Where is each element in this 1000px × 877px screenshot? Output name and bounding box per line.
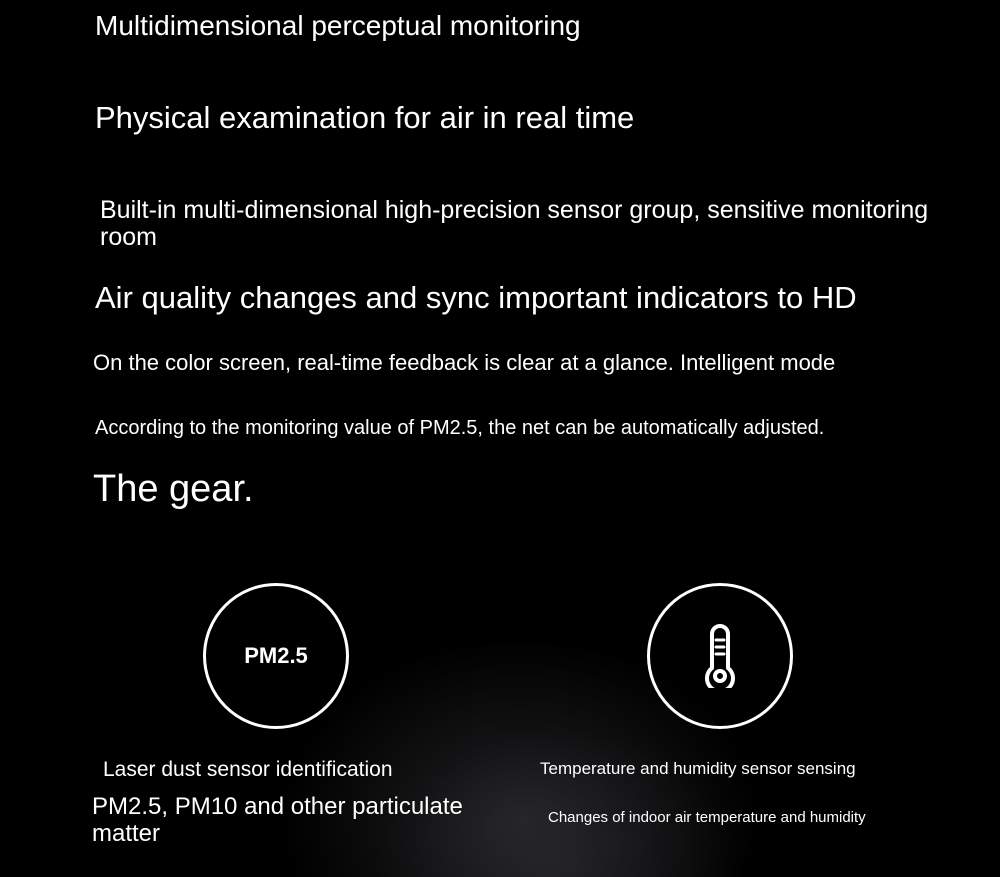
pm-adjust-text: According to the monitoring value of PM2.5, the net can be automatically adjusted. [95, 417, 825, 439]
temp-humidity-title: Temperature and humidity sensor sensing [540, 759, 856, 778]
sensor-group-text: Built-in multi-dimensional high-precision sensor group, sensitive monitoring room [100, 196, 929, 251]
subtitle: Physical examination for air in real time [95, 100, 635, 135]
thermometer-icon [698, 624, 742, 688]
temp-humidity-description: Changes of indoor air temperature and humidity [548, 809, 866, 826]
pm25-label: PM2.5 [244, 643, 308, 668]
pm25-icon [203, 583, 349, 729]
gear-heading: The gear. [93, 468, 254, 510]
thermometer-circle [647, 583, 793, 729]
page-title: Multidimensional perceptual monitoring [95, 10, 581, 41]
sync-heading: Air quality changes and sync important indicators to HD [95, 280, 857, 315]
color-screen-text: On the color screen, real-time feedback is clear at a glance. Intelligent mode [93, 350, 836, 375]
laser-sensor-description: PM2.5, PM10 and other particulate matter [92, 793, 463, 847]
laser-sensor-title: Laser dust sensor identification [103, 758, 393, 781]
